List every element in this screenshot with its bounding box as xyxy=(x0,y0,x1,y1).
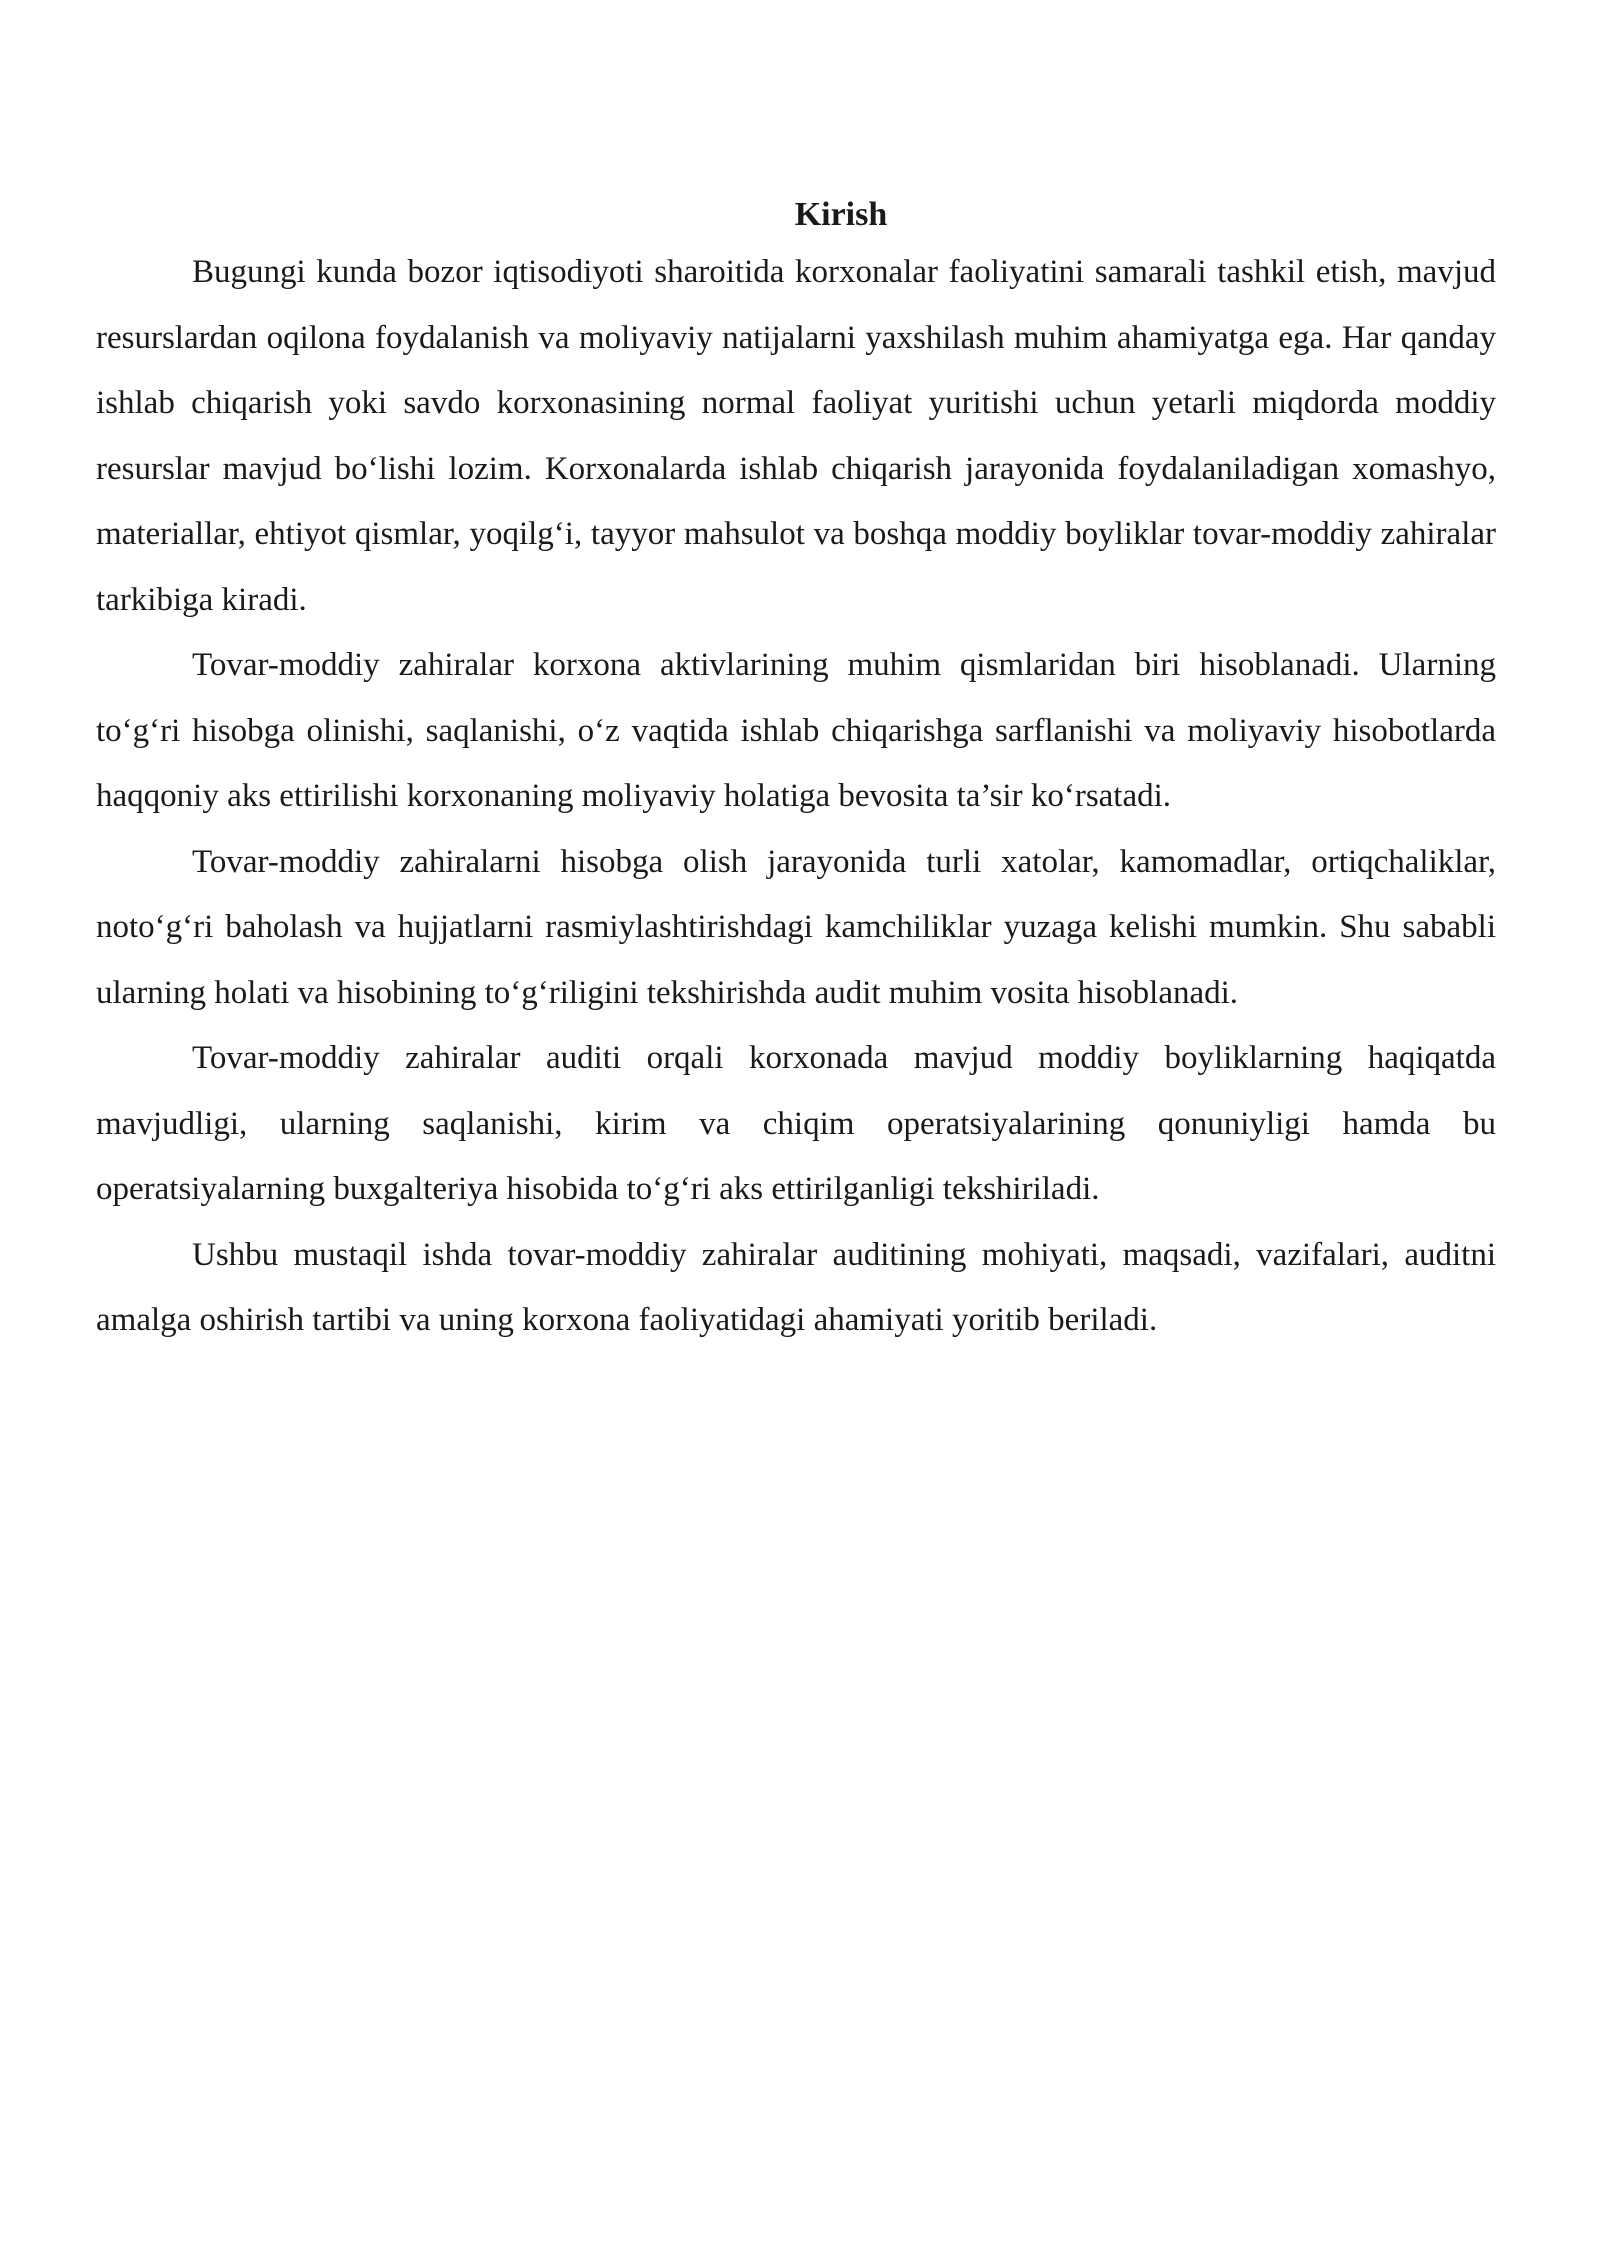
paragraph-3: Tovar-moddiy zahiralarni hisobga olish jarayonida turli xatolar, kamomadlar, ortiqchaliklar, noto‘g‘ri baholash va hujjatlarni rasmiylashtirishdagi kamchiliklar yuzaga kelishi mumkin. Shu sababli ularning holati va hisobining to‘g‘riligini tekshirishda audit muhim vosita hisoblanadi. xyxy=(96,843,1496,1011)
paragraph-1: Bugungi kunda bozor iqtisodiyoti sharoitida korxonalar faoliyatini samarali tashkil etish, mavjud resurslardan oqilona foydalanish va moliyaviy natijalarni yaxshilash muhim ahamiyatga ega. Har qanday ishlab chiqarish yoki savdo korxonasining normal faoliyat yuritishi uchun yetarli miqdorda moddiy resurslar mavjud bo‘lishi lozim. Korxonalarda ishlab chiqarish jarayonida foydalaniladigan xomashyo, materiallar, ehtiyot qismlar, yoqilg‘i, tayyor mahsulot va boshqa moddiy boyliklar tovar-moddiy zahiralar tarkibiga kiradi. xyxy=(96,254,1496,618)
paragraph-4: Tovar-moddiy zahiralar auditi orqali korxonada mavjud moddiy boyliklarning haqiqatda mavjudligi, ularning saqlanishi, kirim va chiqim operatsiyalarining qonuniyligi hamda bu operatsiyalarning buxgalteriya hisobida to‘g‘ri aks ettirilganligi tekshiriladi. xyxy=(96,1040,1496,1207)
paragraph-2: Tovar-moddiy zahiralar korxona aktivlarining muhim qismlaridan biri hisoblanadi. Ularning to‘g‘ri hisobga olinishi, saqlanishi, o‘z vaqtida ishlab chiqarishga sarflanishi va moliyaviy hisobotlarda haqqoniy aks ettirilishi korxonaning moliyaviy holatiga bevosita ta’sir ko‘rsatadi. xyxy=(96,647,1496,814)
document-page xyxy=(96,190,1496,1354)
section-title: Kirish xyxy=(794,196,888,233)
paragraph-5: Ushbu mustaqil ishda tovar-moddiy zahiralar auditining mohiyati, maqsadi, vazifalari, auditni amalga oshirish tartibi va uning korxona faoliyatidagi ahamiyati yoritib beriladi. xyxy=(96,1236,1496,1338)
